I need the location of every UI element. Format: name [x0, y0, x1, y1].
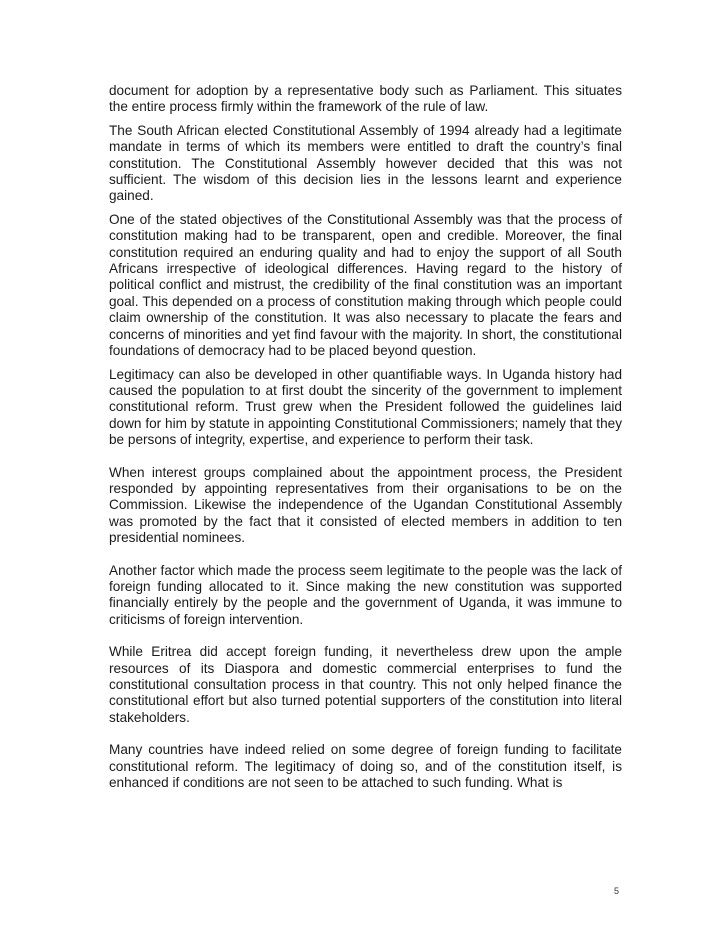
paragraph-3: One of the stated objectives of the Constitutional Assembly was that the process of constitution making had to be transparent, open and credible. Moreover, the final constitution required an enduring quality and had to enjoy the support of all South Africans irrespective of ideological differences. Having regard to the history of political conflict and mistrust, the credibility of the final constitution was an important goal. This depended on a process of constitution making through which people could claim ownership of the constitution. It was also necessary to placate the fears and concerns of minorities and yet find favour with the majority. In short, the constitutional foundations of democracy had to be placed beyond question.	[109, 211, 622, 359]
paragraph-4: Legitimacy can also be developed in other quantifiable ways. In Uganda history had caused the population to at first doubt the sincerity of the government to implement constitutional reform. Trust grew when the President followed the guidelines laid down for him by statute in appointing Constitutional Commissioners; namely that they be persons of integrity, expertise, and experience to perform their task.	[109, 366, 622, 448]
paragraph-6: Another factor which made the process seem legitimate to the people was the lack of foreign funding allocated to it. Since making the new constitution was supported financially entirely by the people and the government of Uganda, it was immune to criticisms of foreign intervention.	[109, 562, 622, 627]
paragraph-2: The South African elected Constitutional Assembly of 1994 already had a legitimate mandate in terms of which its members were entitled to draft the country’s final constitution. The Constitutional Assembly however decided that this was not sufficient. The wisdom of this decision lies in the lessons learnt and experience gained.	[109, 122, 622, 204]
document-body	[109, 83, 622, 798]
paragraph-1: document for adoption by a representative body such as Parliament. This situates the entire process firmly within the framework of the rule of law.	[109, 83, 622, 115]
paragraph-7: While Eritrea did accept foreign funding, it nevertheless drew upon the ample resources of its Diaspora and domestic commercial enterprises to fund the constitutional consultation process in that country. This not only helped finance the constitutional effort but also turned potential supporters of the constitution into literal stakeholders.	[109, 644, 622, 725]
page-number: 5	[614, 886, 620, 896]
paragraph-8: Many countries have indeed relied on some degree of foreign funding to facilitate constitutional reform. The legitimacy of doing so, and of the constitution itself, is enhanced if conditions are not seen to be attached to such funding. What is	[109, 742, 622, 791]
paragraph-5: When interest groups complained about the appointment process, the President responded by appointing representatives from their organisations to be on the Commission. Likewise the independence of the Ugandan Constitutional Assembly was promoted by the fact that it consisted of elected members in addition to ten presidential nominees.	[109, 464, 622, 546]
